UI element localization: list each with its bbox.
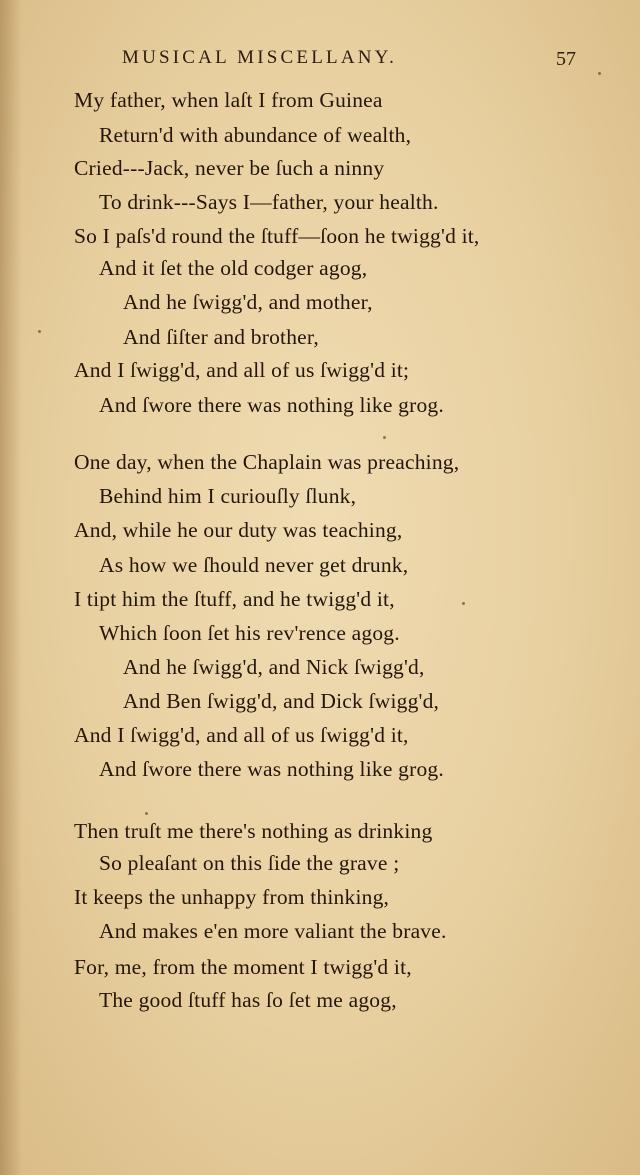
verse-line: Behind him I curiouſly ſlunk, <box>99 484 357 508</box>
verse-line: The good ſtuff has ſo ſet me agog, <box>99 988 397 1012</box>
paper-speck <box>462 602 465 605</box>
verse-line: I tipt him the ſtuff, and he twigg'd it, <box>74 587 395 611</box>
running-head: MUSICAL MISCELLANY. <box>122 47 398 68</box>
verse-line: So I paſs'd round the ſtuff—ſoon he twigg'd it, <box>74 224 480 248</box>
verse-line: Then truſt me there's nothing as drinking <box>74 819 433 843</box>
verse-line: Cried---Jack, never be ſuch a ninny <box>74 156 385 180</box>
verse-line: So pleaſant on this ſide the grave ; <box>99 851 400 875</box>
verse-line: It keeps the unhappy from thinking, <box>74 885 390 909</box>
verse-line: And it ſet the old codger agog, <box>99 256 368 280</box>
verse-line: And, while he our duty was teaching, <box>74 518 403 542</box>
paper-speck <box>145 812 148 815</box>
verse-line: And he ſwigg'd, and Nick ſwigg'd, <box>123 655 425 679</box>
paper-speck <box>598 72 601 75</box>
verse-line: My father, when laſt I from Guinea <box>74 88 383 112</box>
paper-speck <box>38 330 41 333</box>
verse-line: As how we ſhould never get drunk, <box>99 553 409 577</box>
verse-line: And makes e'en more valiant the brave. <box>99 919 447 943</box>
verse-line: Which ſoon ſet his rev'rence agog. <box>99 621 400 645</box>
page-number: 57 <box>556 48 576 70</box>
verse-line: To drink---Says I—father, your health. <box>99 190 439 214</box>
verse-line: And ſwore there was nothing like grog. <box>99 757 444 781</box>
verse-line: And Ben ſwigg'd, and Dick ſwigg'd, <box>123 689 440 713</box>
verse-line: For, me, from the moment I twigg'd it, <box>74 955 412 979</box>
verse-line: And ſiſter and brother, <box>123 325 319 349</box>
page-gutter-shadow <box>0 0 22 1175</box>
verse-line: And he ſwigg'd, and mother, <box>123 290 373 314</box>
paper-speck <box>383 436 386 439</box>
verse-line: Return'd with abundance of wealth, <box>99 123 412 147</box>
verse-line: And I ſwigg'd, and all of us ſwigg'd it; <box>74 358 410 382</box>
verse-line: One day, when the Chaplain was preaching, <box>74 450 460 474</box>
verse-line: And I ſwigg'd, and all of us ſwigg'd it, <box>74 723 409 747</box>
verse-line: And ſwore there was nothing like grog. <box>99 393 444 417</box>
